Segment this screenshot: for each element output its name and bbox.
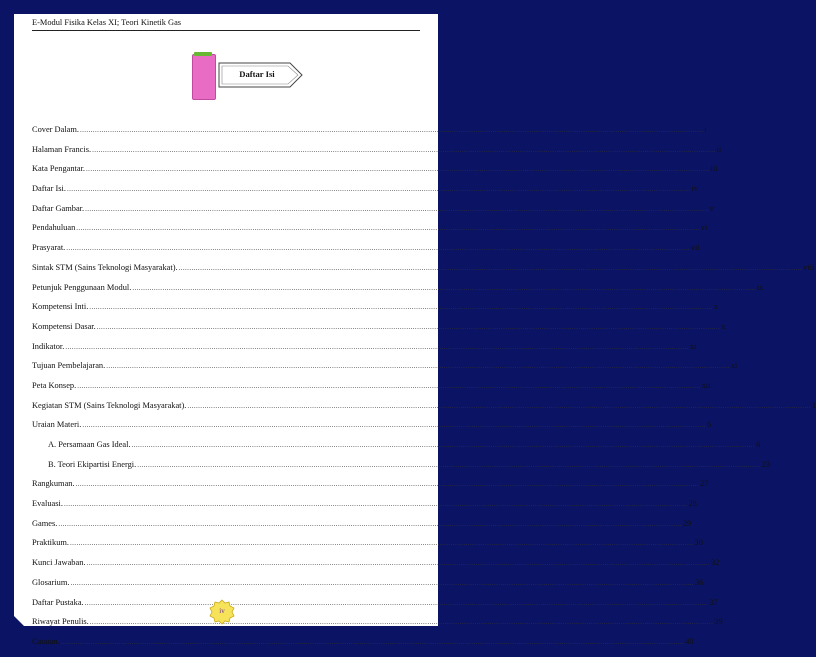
document-page — [14, 14, 816, 646]
toc-leader-dots — [76, 224, 700, 232]
toc-entry-page: xi — [689, 341, 697, 351]
toc-entry-label: Sintak STM (Sains Teknologi Masyarakat). — [32, 262, 178, 272]
toc-entry[interactable] — [32, 184, 698, 204]
toc-entry-page: iv — [691, 184, 698, 194]
toc-entry-label: Rangkuman. — [32, 479, 75, 489]
toc-entry[interactable] — [32, 636, 694, 657]
toc-entry[interactable] — [32, 440, 761, 460]
toc-entry-label: Kunci Jawaban. — [32, 558, 86, 568]
toc-entry-label: Catatan. — [32, 636, 60, 646]
toc-leader-dots — [179, 264, 803, 272]
toc-entry-label: Daftar Isi. — [32, 184, 66, 194]
toc-entry-label: Evaluasi. — [32, 499, 63, 509]
toc-entry-label: Riwayat Penulis. — [32, 617, 89, 627]
toc-entry[interactable] — [32, 243, 700, 263]
toc-entry-page: ix — [756, 282, 764, 292]
toc-entry[interactable] — [32, 321, 726, 342]
toc-leader-dots — [70, 539, 694, 547]
page-title: Daftar Isi — [239, 69, 275, 79]
toc-entry-label: Daftar Gambar. — [32, 203, 85, 213]
toc-entry-label: Kompetensi Inti. — [32, 302, 89, 312]
toc-entry[interactable] — [32, 459, 771, 480]
toc-leader-dots — [77, 382, 701, 390]
toc-entry-label: Halaman Francis. — [32, 144, 92, 154]
toc-entry-label: Peta Konsep. — [32, 380, 77, 390]
toc-entry-page: 28 — [688, 499, 697, 509]
toc-leader-dots — [66, 244, 690, 252]
toc-entry-label: Petunjuk Penggunaan Modul. — [32, 282, 132, 292]
toc-entry-label: Kompetensi Dasar. — [32, 321, 96, 331]
toc-leader-dots — [64, 500, 688, 508]
toc-entry-label: Indikator. — [32, 341, 65, 351]
toc-entry[interactable] — [32, 203, 714, 224]
toc-entry[interactable] — [32, 380, 711, 401]
toc-leader-dots — [58, 520, 682, 528]
toc-entry-page: iii — [710, 164, 718, 174]
toc-leader-dots — [86, 165, 710, 173]
page-corner — [14, 616, 24, 626]
toc-entry[interactable] — [32, 420, 711, 440]
toc-leader-dots — [65, 343, 689, 351]
toc-entry[interactable] — [32, 518, 692, 539]
toc-entry-page: 32 — [711, 558, 720, 568]
toc-entry-label: B. Teori Ekipartisi Energi. — [48, 459, 137, 469]
running-header: E-Modul Fisika Kelas XI; Teori Kinetik Gas — [32, 18, 182, 27]
toc-leader-dots — [97, 323, 721, 331]
toc-leader-dots — [80, 125, 707, 134]
toc-leader-dots — [90, 618, 714, 626]
bookmark-cap — [194, 52, 212, 56]
toc-leader-dots — [85, 205, 709, 213]
header-rule — [32, 30, 420, 31]
toc-entry-page: 29 — [682, 518, 692, 528]
toc-leader-dots — [87, 559, 711, 567]
toc-entry-label: Tujuan Pembelajaran. — [32, 361, 106, 371]
toc-entry-page: xi — [730, 361, 738, 371]
page-number-badge — [209, 599, 235, 625]
toc-entry[interactable] — [32, 262, 815, 283]
toc-entry[interactable] — [32, 223, 708, 243]
toc-entry-page: x — [713, 302, 718, 312]
toc-entry[interactable] — [32, 538, 703, 558]
toc-entry-label: Kata Pengantar. — [32, 164, 86, 174]
bookmark-icon — [192, 54, 216, 100]
toc-entry-page: 23 — [761, 459, 771, 469]
toc-leader-dots — [187, 402, 811, 410]
toc-leader-dots — [67, 185, 691, 193]
toc-entry[interactable] — [32, 302, 718, 322]
toc-leader-dots — [89, 303, 713, 311]
toc-entry-page: xii — [701, 380, 711, 390]
toc-leader-dots — [70, 579, 694, 587]
toc-entry[interactable] — [32, 164, 718, 184]
page-number: iv — [219, 607, 225, 615]
toc-entry-page: i — [704, 125, 707, 134]
toc-entry-label: A. Persamaan Gas Ideal. — [48, 440, 131, 449]
toc-entry[interactable] — [32, 341, 697, 362]
title-banner — [188, 51, 310, 101]
toc-leader-dots — [137, 461, 761, 469]
toc-entry-page: 36 — [694, 577, 704, 587]
toc-entry[interactable] — [32, 499, 697, 519]
toc-entry-label: Glosarium. — [32, 577, 70, 587]
toc-entry[interactable] — [32, 558, 720, 578]
toc-entry[interactable] — [32, 125, 707, 145]
table-of-contents — [32, 125, 816, 657]
toc-entry-page: 30 — [694, 538, 703, 548]
toc-entry-page: 6 — [706, 420, 711, 430]
toc-entry-label: Uraian Materi. — [32, 420, 82, 430]
toc-entry-page: x — [721, 321, 726, 331]
toc-leader-dots — [61, 638, 685, 646]
toc-entry[interactable] — [32, 144, 722, 165]
toc-entry-label: Pendahuluan — [32, 223, 76, 233]
toc-leader-dots — [76, 480, 700, 488]
toc-leader-dots — [92, 146, 716, 154]
toc-entry-page: vii — [690, 243, 700, 253]
toc-entry-label: Daftar Pustaka. — [32, 597, 84, 607]
toc-entry-page: 39 — [714, 617, 723, 627]
toc-entry-page: v — [709, 203, 714, 213]
toc-entry-page: viii — [803, 262, 815, 272]
toc-leader-dots — [85, 599, 709, 607]
toc-entry-page: 6 — [756, 440, 761, 449]
toc-entry[interactable] — [32, 282, 764, 303]
toc-leader-dots — [132, 441, 756, 449]
toc-entry-label: Cover Dalam. — [32, 125, 79, 134]
toc-entry[interactable] — [32, 400, 816, 421]
toc-entry-page: 27 — [700, 479, 709, 489]
toc-entry-page: 1 — [811, 400, 816, 410]
toc-leader-dots — [106, 362, 730, 370]
toc-entry-page: ii — [716, 144, 722, 154]
toc-entry-page: vi — [700, 223, 708, 233]
toc-entry-page: 40 — [685, 636, 694, 646]
toc-entry[interactable] — [32, 361, 738, 381]
title-frame — [218, 62, 304, 88]
toc-leader-dots — [82, 421, 706, 429]
toc-entry-label: Prasyarat. — [32, 243, 66, 253]
toc-entry-page: 37 — [709, 597, 718, 607]
toc-entry[interactable] — [32, 479, 709, 499]
toc-entry-label: Kegiatan STM (Sains Teknologi Masyarakat). — [32, 400, 187, 410]
toc-entry-label: Praktikum. — [32, 538, 69, 548]
toc-leader-dots — [132, 284, 756, 292]
toc-entry[interactable] — [32, 577, 704, 598]
toc-entry-label: Games. — [32, 518, 58, 528]
